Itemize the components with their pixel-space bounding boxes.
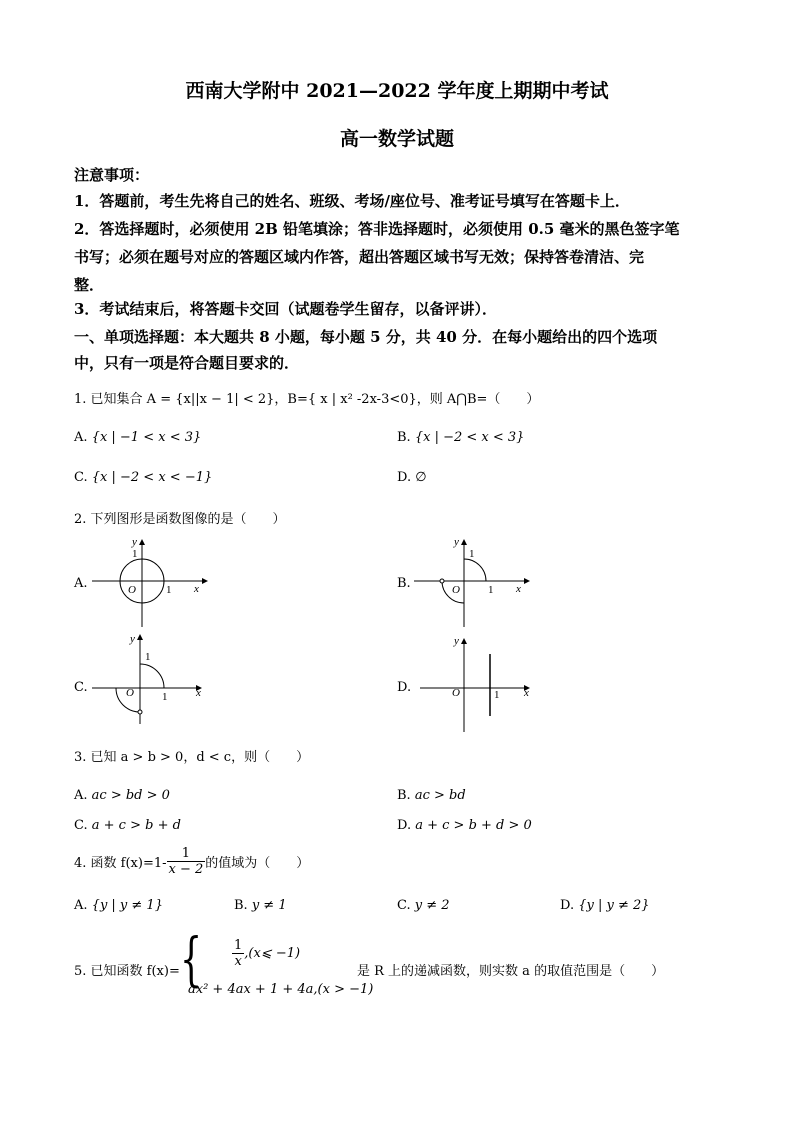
- q3-option-a: [74, 788, 170, 803]
- q4-fraction: [167, 846, 206, 877]
- option-label: D.: [397, 470, 412, 485]
- x-axis-label: x: [516, 583, 521, 595]
- piece1-fraction: [232, 938, 244, 969]
- q3-option-c: [74, 818, 181, 833]
- piecewise-brace: {: [180, 925, 203, 993]
- note-line: 3．考试结束后，将答题卡交回（试题卷学生留存，以备评讲）．: [74, 300, 497, 318]
- q4-option-b: [234, 898, 287, 913]
- section-heading: 一、单项选择题：本大题共 8 小题，每小题 5 分，共 40 分．在每小题给出的四个选项: [74, 328, 658, 346]
- x-axis-label: x: [196, 687, 201, 699]
- piecewise-case-2: ax² + 4ax + 1 + 4a,(x > −1): [188, 982, 374, 997]
- option-text: y ≠ 2: [414, 898, 450, 913]
- question-3-stem: 3. 已知 a > b > 0，d < c，则（ ）: [74, 750, 310, 765]
- option-label: D.: [397, 818, 412, 833]
- q1-option-d: [397, 470, 427, 485]
- graph-b: [412, 535, 532, 630]
- option-label: C.: [397, 898, 411, 913]
- q4-stem-suffix: 的值域为（ ）: [205, 856, 310, 871]
- option-label: B.: [397, 788, 411, 803]
- option-label: A.: [74, 788, 88, 803]
- q1-option-c: [74, 470, 212, 485]
- y-axis-label: y: [454, 635, 459, 647]
- fraction-denominator: x: [234, 954, 242, 969]
- tick-1-label: 1: [145, 651, 151, 663]
- fraction-numerator: 1: [167, 846, 206, 862]
- notes-heading: 注意事项：: [74, 166, 150, 184]
- q3-option-d: [397, 818, 532, 833]
- q1-option-b: [397, 430, 524, 445]
- question-5-stem-suffix: 是 R 上的递减函数，则实数 a 的取值范围是（ ）: [357, 964, 665, 979]
- q1-option-a: [74, 430, 201, 445]
- q2-option-d-label: D.: [397, 680, 412, 695]
- q4-stem-prefix: 4. 函数 f(x)=1-: [74, 856, 167, 871]
- tick-1-label: 1: [132, 548, 138, 560]
- tick-1-label: 1: [469, 548, 475, 560]
- graph-a-circle: [90, 535, 210, 630]
- graph-c: [90, 630, 210, 725]
- option-label: C.: [74, 470, 88, 485]
- x-axis-label: x: [194, 583, 199, 595]
- piece1-condition: ,(x⩽ −1): [244, 946, 301, 961]
- option-text: a + c > b + d: [91, 818, 181, 833]
- option-text: {x | −1 < x < 3}: [91, 430, 202, 445]
- tick-1-label: 1: [494, 689, 500, 701]
- question-5-stem-prefix: 5. 已知函数 f(x)=: [74, 964, 180, 979]
- origin-label: O: [126, 687, 134, 699]
- origin-label: O: [452, 584, 460, 596]
- q2-option-c-label: C.: [74, 680, 88, 695]
- option-label: B.: [234, 898, 248, 913]
- section-heading-cont: 中，只有一项是符合题目要求的．: [74, 354, 300, 372]
- origin-label: O: [128, 584, 136, 596]
- option-text: {y | y ≠ 2}: [578, 898, 650, 913]
- graph-d-vertical-line: [418, 630, 538, 740]
- option-text: ∅: [415, 470, 427, 485]
- note-line: 2．答选择题时，必须使用 2B 铅笔填涂；答非选择题时，必须使用 0.5 毫米的黑色签字笔: [74, 220, 680, 238]
- piecewise-case-1: [232, 938, 300, 969]
- fraction-denominator: x − 2: [168, 862, 204, 877]
- option-text: ac > bd: [414, 788, 466, 803]
- q2-option-b-label: B.: [397, 576, 411, 591]
- option-label: D.: [560, 898, 575, 913]
- q3-option-b: [397, 788, 466, 803]
- option-text: y ≠ 1: [251, 898, 287, 913]
- y-axis-label: y: [132, 536, 137, 548]
- note-line: 书写；必须在题号对应的答题区域内作答，超出答题区域书写无效；保持答卷清洁、完: [74, 248, 645, 266]
- option-text: ac > bd > 0: [91, 788, 170, 803]
- note-line: 整．: [74, 276, 105, 294]
- question-4-stem: [74, 846, 309, 877]
- option-text: {x | −2 < x < 3}: [414, 430, 525, 445]
- note-line: 1．答题前，考生先将自己的姓名、班级、考场/座位号、准考证号填写在答题卡上．: [74, 192, 630, 210]
- tick-1-label: 1: [488, 584, 494, 596]
- option-label: C.: [74, 818, 88, 833]
- question-2-stem: 2. 下列图形是函数图像的是（ ）: [74, 512, 286, 527]
- q4-option-d: [560, 898, 650, 913]
- question-1-stem: 1. 已知集合 A = {x||x − 1| < 2}，B={ x | x² -2x-3<0}，则 A⋂B=（ ）: [74, 392, 540, 407]
- y-axis-label: y: [454, 536, 459, 548]
- exam-title: 西南大学附中 2021—2022 学年度上期期中考试: [185, 80, 609, 102]
- tick-1-label: 1: [162, 691, 168, 703]
- option-text: a + c > b + d > 0: [415, 818, 532, 833]
- option-label: A.: [74, 898, 88, 913]
- option-text: {y | y ≠ 1}: [91, 898, 163, 913]
- q4-option-c: [397, 898, 450, 913]
- exam-subtitle: 高一数学试题: [339, 128, 454, 150]
- fraction-numerator: 1: [234, 938, 243, 953]
- x-axis-label: x: [524, 687, 529, 699]
- option-text: {x | −2 < x < −1}: [91, 470, 213, 485]
- q4-option-a: [74, 898, 163, 913]
- option-label: A.: [74, 430, 88, 445]
- y-axis-label: y: [130, 633, 135, 645]
- q2-option-a-label: A.: [74, 576, 88, 591]
- origin-label: O: [452, 687, 460, 699]
- option-label: B.: [397, 430, 411, 445]
- tick-1-label: 1: [166, 584, 172, 596]
